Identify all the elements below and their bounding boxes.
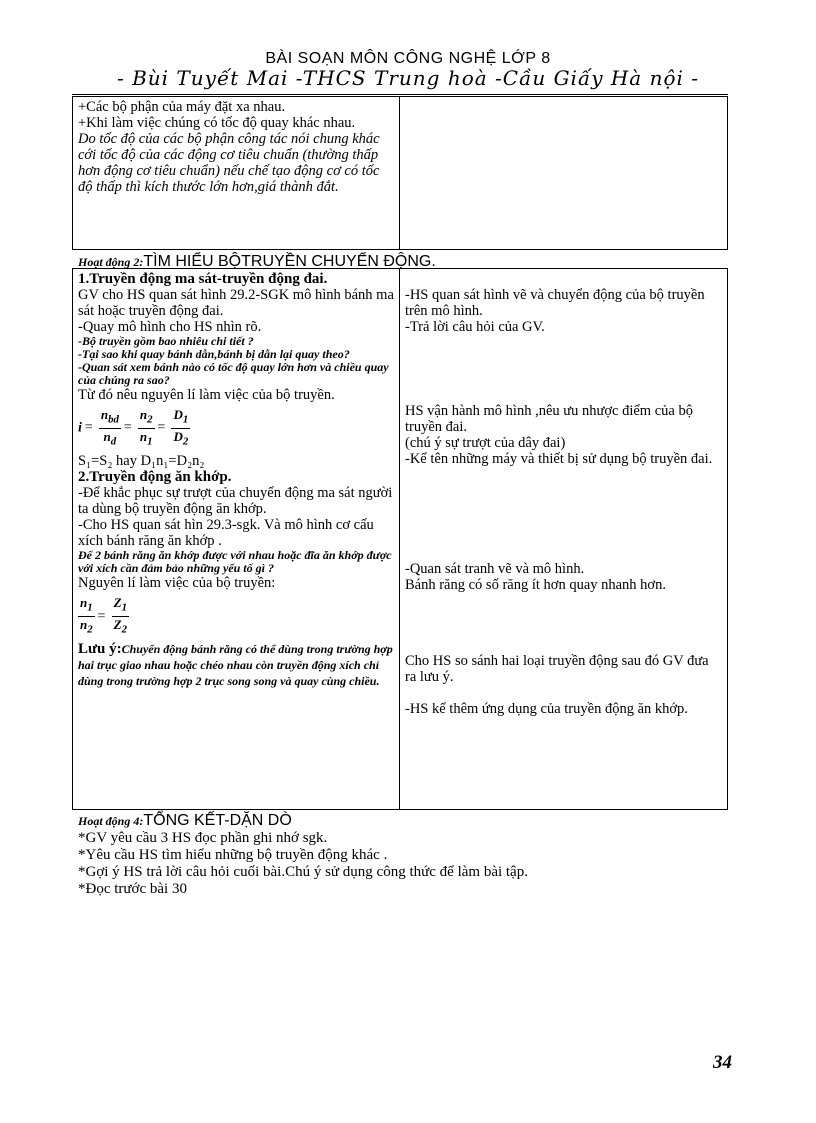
- page-title: BÀI SOẠN MÔN CÔNG NGHỆ LỚP 8: [265, 50, 551, 67]
- activity-title: TỔNG KẾT-DẶN DÒ: [143, 812, 292, 829]
- fraction: $\frac{Z_1}{Z_2}$: [113, 595, 127, 636]
- activity-4-heading: [78, 812, 292, 830]
- activity-label: Hoạt động 2:: [78, 255, 144, 269]
- text-line: Do tốc độ của các bộ phận công tác nói chung khác cới tốc độ của các động cơ tiêu chuẩn (thường thấp hơn động cơ tiêu chuẩn) nếu chế tạo động cơ có tốc độ thấp thì kích thước lớn hơn,giá thành đắt.: [78, 131, 380, 195]
- text-line: -Kể tên những máy và thiết bị sử dụng bộ truyền đai.: [405, 451, 713, 467]
- fraction: $\frac{D_1}{D_2}$: [173, 407, 189, 448]
- text-line: HS vận hành mô hình ,nêu ưu nhược điểm của bộ truyền đai.: [405, 403, 693, 435]
- activity-label: Hoạt động 4:: [78, 814, 144, 828]
- activity-title: TÌM HIỂU BỘTRUYỀN CHUYỂN ĐỘNG.: [143, 253, 436, 270]
- formula-symbol: i: [78, 420, 82, 436]
- summary-list: [78, 830, 528, 898]
- teacher-column: [73, 269, 400, 810]
- fraction: $\frac{n_2}{n_1}$: [139, 407, 153, 448]
- list-item: *Đọc trước bài 30: [78, 881, 187, 897]
- page-number: 34: [713, 1052, 732, 1073]
- question-line: Để 2 bánh răng ăn khớp được với nhau hoặc đĩa ăn khớp được với xích cần đảm bảo những yếu tố gì ?: [78, 548, 392, 576]
- note-text: Chuyển động bánh răng có thể dùng trong trường hợp hai trục giao nhau hoặc chéo nhau còn truyền động xích chỉ dùng trong trường hợp 2 trục song song và quay cùng chiều.: [78, 642, 393, 689]
- note-label: Lưu ý:: [78, 641, 122, 658]
- table1-right-cell: [400, 97, 728, 250]
- text-line: -Để khắc phục sự trượt của chuyển động ma sát người ta dùng bộ truyền động ăn khớp.: [78, 485, 393, 518]
- list-item: *Gợi ý HS trả lời câu hỏi cuối bài.Chú ý sử dụng công thức để làm bài tập.: [78, 864, 528, 880]
- note: [78, 641, 394, 689]
- text-line: +Các bộ phận của máy đặt xa nhau.: [78, 99, 286, 115]
- table-2: [72, 268, 728, 810]
- text-line: -Cho HS quan sát hìn 29.3-sgk. Và mô hình cơ cấu xích bánh răng ăn khớp .: [78, 517, 374, 550]
- text-line: -HS kể thêm ứng dụng của truyền động ăn khớp.: [405, 701, 688, 717]
- table1-left-cell: [73, 97, 400, 250]
- student-column: [400, 269, 728, 810]
- list-item: *GV yêu cầu 3 HS đọc phần ghi nhớ sgk.: [78, 830, 328, 846]
- text-line: -Trả lời câu hỏi của GV.: [405, 319, 545, 335]
- text-line: Nguyên lí làm việc của bộ truyền:: [78, 575, 276, 592]
- text-line: Bánh răng có số răng ít hơn quay nhanh hơn.: [405, 577, 666, 593]
- fraction: $\frac{n_1}{n_2}$: [80, 595, 93, 636]
- list-item: *Yêu cầu HS tìm hiểu những bộ truyền động khác .: [78, 847, 388, 863]
- question-line: -Quan sát xem bánh nào có tốc độ quay lớn hơn và chiều quay của chúng ra sao?: [78, 360, 389, 387]
- table-row: [73, 269, 728, 810]
- section-title: 2.Truyền động ăn khớp.: [78, 469, 232, 486]
- text-line: S₁=S₂ hay D₁n₁=D₂n₂: [78, 453, 205, 470]
- fraction: $\frac{n_{bd}}{n_d}$: [100, 407, 119, 448]
- question-line: -Tại sao khi quay bánh dẫn,bánh bị dẫn lại quay theo?: [78, 347, 350, 361]
- section-title: 1.Truyền động ma sát-truyền động đai.: [78, 271, 328, 287]
- author-line: - Bùi Tuyết Mai -THCS Trung hoà -Cầu Giấy Hà nội -: [116, 66, 700, 90]
- text-line: Cho HS so sánh hai loại truyền động sau đó GV đưa ra lưu ý.: [405, 653, 709, 685]
- text-line: GV cho HS quan sát hình 29.2-SGK mô hình bánh ma sát hoặc truyền động đai.: [78, 287, 394, 319]
- text-line: +Khi làm việc chúng có tốc độ quay khác nhau.: [78, 115, 356, 131]
- text-line: (chú ý sự trượt của dây đai): [405, 435, 566, 451]
- text-line: -Quay mô hình cho HS nhìn rõ.: [78, 319, 262, 335]
- text-line: Từ đó nêu nguyên lí làm việc của bộ truyền.: [78, 387, 335, 403]
- text-line: -Quan sát tranh vẽ và mô hình.: [405, 561, 585, 577]
- formula-ratio-gear: $\frac{n_1}{n_2}$ = $\frac{Z_1}{Z_2}$: [80, 595, 127, 636]
- header-rule: [72, 94, 728, 95]
- table-row: [73, 97, 728, 250]
- table-1: [72, 96, 728, 250]
- question-line: -Bộ truyền gồm bao nhiêu chi tiết ?: [78, 334, 254, 348]
- text-line: -HS quan sát hình vẽ và chuyển động của bộ truyền trên mô hình.: [405, 287, 705, 319]
- formula-ratio-belt: i = $\frac{n_{bd}}{n_d}$ = $\frac{n_2}{n_1}$ = $\frac{D_1}{D_2}$: [78, 407, 189, 448]
